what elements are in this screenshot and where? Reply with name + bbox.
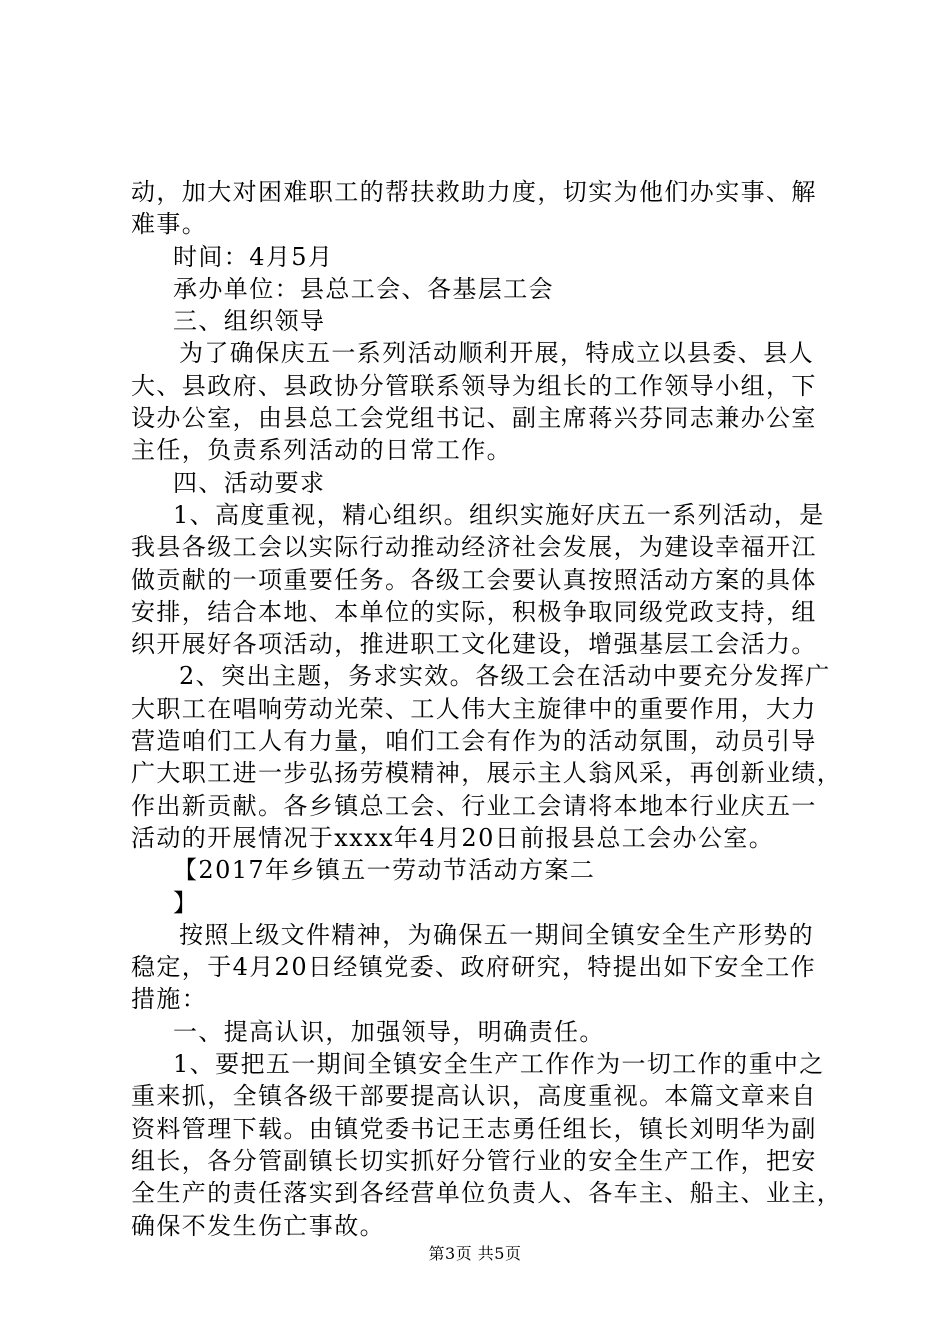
- text-line: 重来抓，全镇各级干部要提高认识，高度重视。本篇文章来自: [131, 1082, 817, 1111]
- text-line: 措施：: [131, 985, 208, 1014]
- section-heading: 一、提高认识，加强领导，明确责任。: [173, 1017, 605, 1046]
- section-heading: 】: [173, 888, 199, 917]
- text-line: 时间：4月5月: [173, 242, 334, 271]
- text-line: 安排，结合本地、本单位的实际，积极争取同级党政支持，组: [131, 597, 817, 626]
- text-line: 我县各级工会以实际行动推动经济社会发展，为建设幸福开江: [131, 533, 817, 562]
- text-line: 全生产的责任落实到各经营单位负责人、各车主、船主、业主，: [131, 1179, 843, 1208]
- text-line: 1、要把五一期间全镇安全生产工作作为一切工作的重中之: [173, 1050, 825, 1079]
- text-line: 按照上级文件精神，为确保五一期间全镇安全生产形势的: [179, 920, 814, 949]
- text-line: 为了确保庆五一系列活动顺利开展，特成立以县委、县人: [179, 339, 814, 368]
- text-line: 营造咱们工人有力量，咱们工会有作为的活动氛围，动员引导: [131, 727, 817, 756]
- text-line: 稳定，于4月20日经镇党委、政府研究，特提出如下安全工作: [131, 953, 817, 982]
- text-line: 做贡献的一项重要任务。各级工会要认真按照活动方案的具体: [131, 565, 817, 594]
- text-line: 承办单位：县总工会、各基层工会: [173, 274, 554, 303]
- text-line: 1、高度重视，精心组织。组织实施好庆五一系列活动，是: [173, 500, 825, 529]
- text-line: 主任，负责系列活动的日常工作。: [131, 436, 512, 465]
- text-line: 广大职工进一步弘扬劳模精神，展示主人翁风采，再创新业绩，: [131, 759, 843, 788]
- text-line: 大职工在唱响劳动光荣、工人伟大主旋律中的重要作用，大力: [131, 694, 817, 723]
- text-line: 织开展好各项活动，推进职工文化建设，增强基层工会活力。: [131, 630, 817, 659]
- section-heading: 三、组织领导: [173, 307, 326, 336]
- text-line: 组长，各分管副镇长切实抓好分管行业的安全生产工作，把安: [131, 1146, 817, 1175]
- text-line: 2、突出主题，务求实效。各级工会在活动中要充分发挥广: [179, 662, 831, 691]
- page-number: 第3页 共5页: [428, 1244, 522, 1263]
- text-line: 动，加大对困难职工的帮扶救助力度，切实为他们办实事、解: [131, 178, 817, 206]
- text-line: 大、县政府、县政协分管联系领导为组长的工作领导小组，下: [131, 371, 817, 400]
- text-line: 难事。: [131, 210, 208, 239]
- text-line: 作出新贡献。各乡镇总工会、行业工会请将本地本行业庆五一: [131, 791, 817, 820]
- section-heading: 四、活动要求: [173, 468, 326, 497]
- section-heading: 【2017年乡镇五一劳动节活动方案二: [173, 856, 596, 885]
- text-line: 设办公室，由县总工会党组书记、副主席蒋兴芬同志兼办公室: [131, 404, 817, 433]
- text-line: 资料管理下载。由镇党委书记王志勇任组长，镇长刘明华为副: [131, 1114, 817, 1143]
- text-line: 确保不发生伤亡事故。: [131, 1211, 385, 1240]
- text-line: 活动的开展情况于xxxx年4月20日前报县总工会办公室。: [131, 823, 775, 852]
- document-body: [131, 176, 843, 1242]
